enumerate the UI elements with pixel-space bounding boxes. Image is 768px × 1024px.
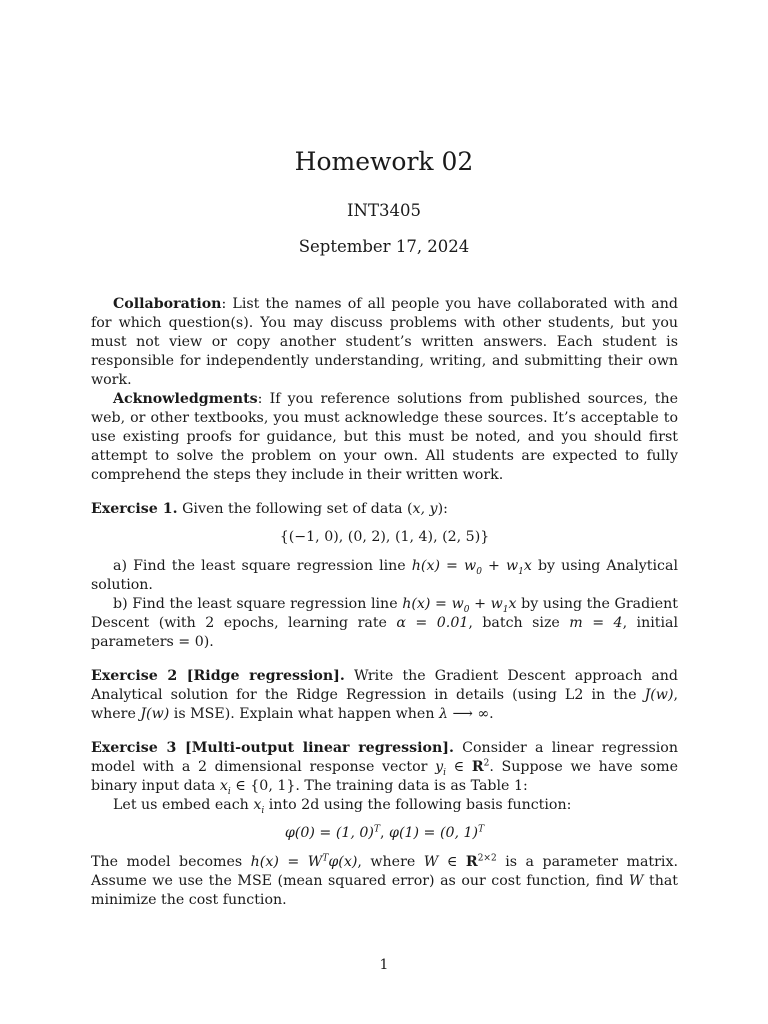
exercise-3-model	[91, 853, 678, 910]
model-start: The model becomes	[91, 854, 251, 870]
exercise-2-paragraph	[91, 667, 678, 724]
exercise-3-yi: $y_i$	[435, 759, 446, 778]
embed-start: Let us embed each	[113, 797, 254, 813]
exercise-2-jw: J(w)	[644, 687, 674, 703]
exercise-3-set: ∈ {0, 1}	[230, 778, 296, 794]
embed-end: into 2d using the following basis function:	[264, 797, 572, 813]
collaboration-label: Collaboration	[113, 296, 222, 312]
document-date: September 17, 2024	[298, 237, 470, 256]
part-a-start: a) Find the least square regression line	[113, 558, 412, 574]
model-w: W	[423, 854, 439, 870]
exercise-3-text3: . The training data is as Table 1:	[295, 778, 528, 794]
part-b-end: , initial parameters = 0).	[91, 615, 678, 650]
model-dim: 2×2	[477, 853, 497, 864]
exercise-3-in: ∈	[445, 759, 472, 775]
exercise-3-embed	[91, 796, 678, 815]
learning-rate: α = 0.01	[396, 615, 469, 631]
exercise-3-r: R	[471, 759, 484, 775]
exercise-1-intro-text: Given the following set of data (	[177, 501, 413, 517]
exercise-2-lambda: λ ⟶ ∞	[438, 706, 490, 722]
model-in: ∈	[438, 854, 466, 870]
exercise-2-text3: is MSE). Explain what happen when	[169, 706, 439, 722]
page-title: Homework 02	[294, 147, 474, 176]
acknowledgments-paragraph	[91, 390, 678, 485]
exercise-1-part-b	[91, 595, 678, 652]
model-r: R	[465, 854, 478, 870]
course-code: INT3405	[347, 201, 421, 220]
exercise-1-dataset: {(−1, 0), (0, 2), (1, 4), (2, 5)}	[279, 529, 490, 545]
part-b-mid: by using the Gradient Descent (with 2 epochs, learning rate	[91, 596, 678, 631]
exercise-1-intro	[91, 500, 678, 519]
exercise-2-text4: .	[489, 706, 494, 722]
part-b-start: b) Find the least square regression line	[113, 596, 403, 612]
exercise-3-xi: $x_i$	[219, 778, 231, 797]
acknowledgments-text: : If you reference solutions from published sources, the web, or other textbooks, you must acknowledge these sources. It’s acceptable to use existing proofs for guidance, but this must be noted, and you should first attempt to solve the problem on your own. All students are expected to fully comprehend the steps they include in their written work.	[91, 391, 678, 483]
exercise-3-text1: Consider a linear regression model with a 2 dimensional response vector	[91, 740, 678, 775]
exercise-1-label: Exercise 1.	[91, 501, 178, 517]
exercise-2-jw-2: J(w)	[140, 706, 170, 722]
document-body	[91, 295, 678, 910]
model-end2: that minimize the cost function.	[91, 873, 678, 908]
collaboration-paragraph	[91, 295, 678, 390]
acknowledgments-label: Acknowledgments	[113, 391, 258, 407]
exercise-3-label: Exercise 3 [Multi-output linear regression].	[91, 740, 454, 756]
basis-function: φ(0) = (1, 0)$^T$, φ(1) = (0, 1)$^T$	[284, 824, 485, 841]
exercise-2-text2: , where	[91, 687, 678, 722]
exercise-3-r-sup: 2	[483, 758, 490, 769]
page-number: 1	[379, 957, 389, 973]
part-a-end: by using Analytical solution.	[91, 558, 678, 593]
collaboration-text: : List the names of all people you have collaborated with and for which question(s). You may discuss problems with other students, but you must not view or copy another student’s written answers. Each student is responsible for independently understanding, writing, and submitting their own work.	[91, 296, 678, 388]
part-a-model: $h(x) = w_0 + w_1x$	[411, 558, 532, 577]
exercise-1-vars: x, y	[412, 501, 438, 517]
model-w-2: W	[628, 873, 644, 889]
model-where: , where	[357, 854, 424, 870]
exercise-1-part-a	[91, 557, 678, 595]
exercise-2-text1: Write the Gradient Descent approach and Analytical solution for the Ridge Regression in details (using L2 in the	[91, 668, 678, 703]
model-h: $h(x) = W^T\varphi(x)$	[250, 853, 358, 870]
exercise-3-paragraph	[91, 739, 678, 796]
exercise-2-label: Exercise 2 [Ridge regression].	[91, 668, 345, 684]
batch-size: m = 4	[569, 615, 623, 631]
exercise-3-text2: . Suppose we have some binary input data	[91, 759, 678, 794]
exercise-1-intro-end: ):	[437, 501, 448, 517]
part-b-model: $h(x) = w_0 + w_1x$	[402, 596, 517, 615]
model-end: is a parameter matrix. Assume we use the MSE (mean squared error) as our cost function, find	[91, 854, 678, 889]
embed-xi: $x_i$	[253, 797, 265, 816]
part-b-mid2: , batch size	[468, 615, 570, 631]
